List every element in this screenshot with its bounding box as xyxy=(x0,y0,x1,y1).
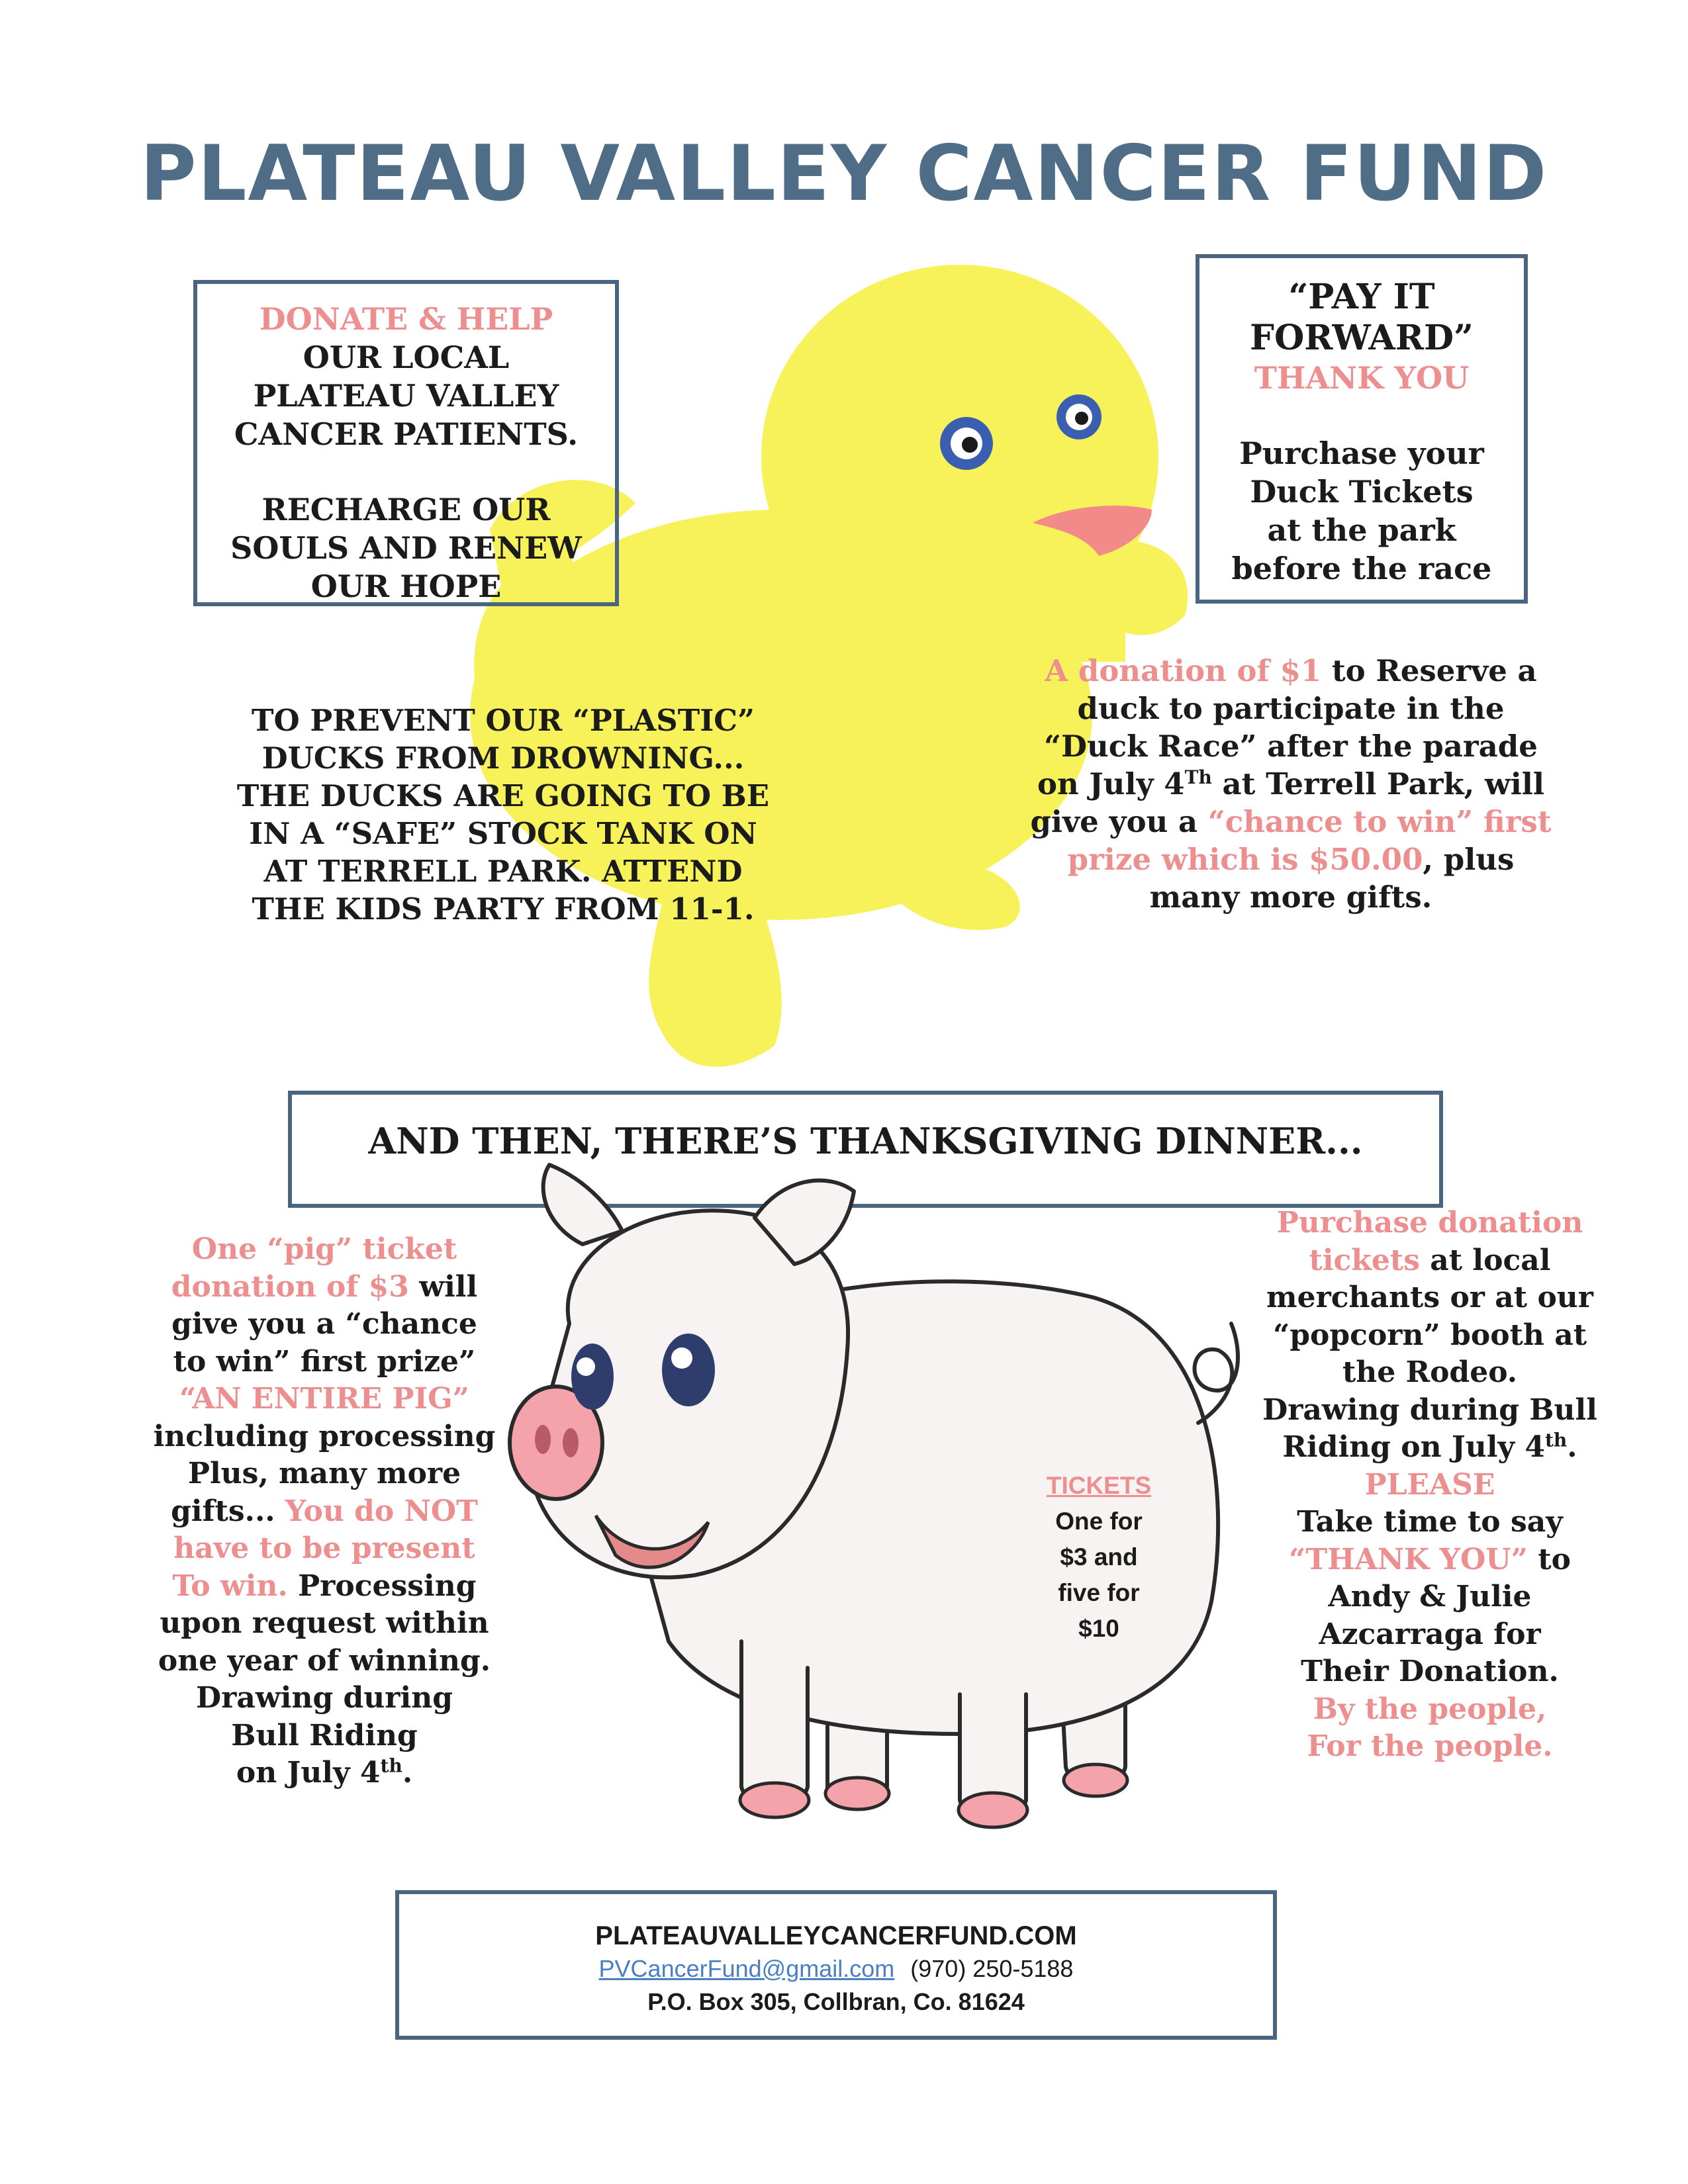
pig-line: “AN ENTIRE PIG” xyxy=(179,1382,469,1416)
pay-heading: “PAY IT xyxy=(1288,277,1435,317)
pig-line: Processing xyxy=(287,1569,477,1603)
donate-text: RECHARGE OUR xyxy=(261,492,551,527)
pig-line: To win. xyxy=(172,1569,288,1603)
plastic-line: TO PREVENT OUR “PLASTIC” xyxy=(252,703,755,738)
purchase-line: to xyxy=(1527,1542,1571,1576)
plastic-line: IN A “SAFE” STOCK TANK ON xyxy=(249,816,757,851)
donate-text: CANCER PATIENTS. xyxy=(234,416,579,452)
purchase-line: Azcarraga for xyxy=(1319,1617,1541,1651)
duck-race-line: “Duck Race” after the parade xyxy=(1044,729,1538,764)
purchase-line: By the people, xyxy=(1313,1692,1547,1726)
tickets-line: $10 xyxy=(1078,1615,1119,1642)
pig-line: upon request within xyxy=(160,1606,489,1640)
tickets-heading: TICKETS xyxy=(1046,1472,1152,1499)
pig-line: gifts... xyxy=(171,1494,285,1528)
pig-line: Plus, many more xyxy=(187,1457,461,1490)
purchase-line: Purchase donation xyxy=(1276,1206,1583,1240)
duck-race-donation: A donation of $1 xyxy=(1045,653,1322,688)
pig-line: donation of $3 xyxy=(171,1269,409,1304)
chance-to-win: “chance to win” first xyxy=(1207,804,1552,839)
purchase-line: Riding on July 4 xyxy=(1282,1430,1545,1464)
purchase-line: “THANK YOU” xyxy=(1289,1542,1528,1576)
phone-number: (970) 250-5188 xyxy=(910,1955,1074,1982)
prize-amount: prize which is $50.00 xyxy=(1067,842,1423,877)
mailing-address: P.O. Box 305, Collbran, Co. 81624 xyxy=(647,1988,1025,2015)
purchase-line: tickets xyxy=(1309,1243,1420,1277)
donate-text: SOULS AND RENEW xyxy=(230,530,582,566)
duck-race-line: on July 4 xyxy=(1037,766,1185,801)
email-link[interactable]: PVCancerFund@gmail.com xyxy=(598,1955,895,1982)
donate-text: PLATEAU VALLEY xyxy=(253,378,559,414)
purchase-line: . xyxy=(1567,1430,1577,1464)
purchase-line: Andy & Julie xyxy=(1328,1580,1532,1614)
duck-race-line: give you a xyxy=(1030,804,1208,839)
superscript: Th xyxy=(1184,766,1212,788)
pay-text: Purchase your xyxy=(1239,435,1484,471)
pig-line: One “pig” ticket xyxy=(191,1232,457,1266)
plastic-line: THE DUCKS ARE GOING TO BE xyxy=(236,778,770,813)
plastic-line: DUCKS FROM DROWNING... xyxy=(261,741,745,776)
plastic-line: THE KIDS PARTY FROM 11-1. xyxy=(252,891,755,927)
pig-line: Bull Riding xyxy=(231,1718,418,1752)
purchase-text xyxy=(1244,1205,1615,1766)
purchase-line: merchants or at our xyxy=(1266,1281,1593,1314)
duck-race-line: many more gifts. xyxy=(1149,880,1432,915)
pig-ticket-text xyxy=(132,1231,516,1792)
pig-line: will xyxy=(408,1269,478,1304)
duck-race-line: at Terrell Park, will xyxy=(1211,766,1544,801)
tickets-line: five for xyxy=(1058,1579,1140,1606)
pig-line: Drawing during xyxy=(196,1681,453,1715)
purchase-line: at local xyxy=(1419,1243,1551,1277)
pig-line: You do NOT xyxy=(285,1494,478,1528)
plastic-line: AT TERRELL PARK. ATTEND xyxy=(263,854,743,889)
tickets-line: $3 and xyxy=(1060,1543,1138,1570)
pay-heading: FORWARD” xyxy=(1250,318,1474,358)
thank-you-label: THANK YOU xyxy=(1254,360,1470,396)
duck-race-line: to Reserve a xyxy=(1321,653,1537,688)
tickets-label xyxy=(1033,1468,1165,1647)
purchase-line: the Rodeo. xyxy=(1342,1355,1518,1389)
donate-text: OUR HOPE xyxy=(310,569,502,604)
purchase-line: “popcorn” booth at xyxy=(1272,1318,1587,1352)
thanksgiving-heading: AND THEN, THERE’S THANKSGIVING DINNER... xyxy=(368,1120,1363,1162)
website-link[interactable]: PLATEAUVALLEYCANCERFUND.COM xyxy=(595,1921,1077,1950)
pig-line: one year of winning. xyxy=(158,1643,491,1678)
purchase-line: Their Donation. xyxy=(1301,1655,1559,1688)
purchase-line: PLEASE xyxy=(1364,1467,1495,1502)
pig-line: give you a “chance xyxy=(171,1307,477,1341)
pig-line: . xyxy=(402,1756,413,1790)
pay-text: before the race xyxy=(1231,551,1492,586)
pig-line: on July 4 xyxy=(236,1756,381,1790)
superscript: th xyxy=(380,1754,402,1777)
tickets-line: One for xyxy=(1055,1508,1143,1535)
pig-line: to win” first prize” xyxy=(173,1344,476,1379)
superscript: th xyxy=(1544,1429,1568,1451)
pig-line: have to be present xyxy=(173,1531,475,1565)
contact-box xyxy=(395,1890,1277,2040)
donate-text: OUR LOCAL xyxy=(303,340,510,375)
purchase-line: For the people. xyxy=(1307,1729,1553,1763)
pay-text: Duck Tickets xyxy=(1250,474,1474,510)
pay-text: at the park xyxy=(1267,512,1456,548)
donate-heading: DONATE & HELP xyxy=(259,301,553,337)
duck-race-line: , plus xyxy=(1423,842,1515,877)
purchase-line: Drawing during Bull xyxy=(1262,1392,1597,1427)
page-title: PLATEAU VALLEY CANCER FUND xyxy=(140,129,1548,218)
purchase-line: Take time to say xyxy=(1297,1505,1563,1539)
pig-line: including processing xyxy=(153,1419,496,1453)
duck-race-line: duck to participate in the xyxy=(1077,691,1505,726)
